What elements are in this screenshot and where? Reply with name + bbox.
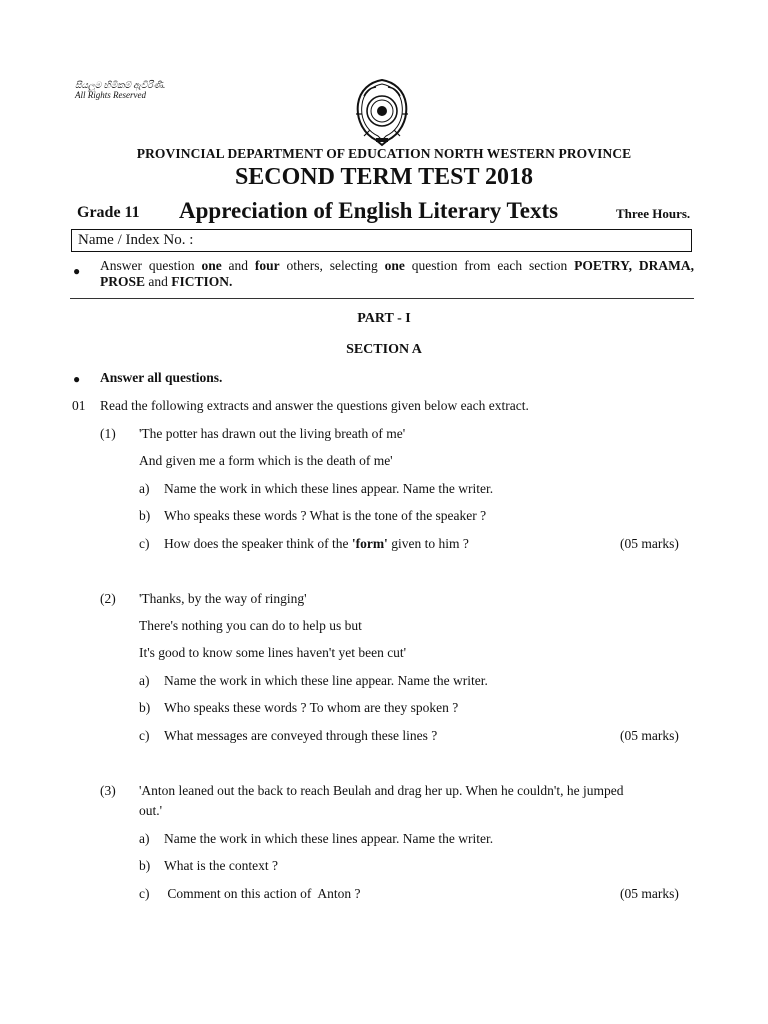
extract-number: (3) bbox=[100, 783, 116, 798]
subquestion-text: Who speaks these words ? What is the tone of the speaker ? bbox=[164, 508, 487, 523]
subquestion-label: a) bbox=[139, 481, 150, 496]
instructions: Answer question one and four others, selecting one question from each section POETRY, DRAMA, PROSE and FICTION. bbox=[100, 258, 694, 289]
divider bbox=[70, 298, 694, 299]
subquestion-text: Name the work in which these line appear. Name the writer. bbox=[164, 673, 488, 688]
subquestion-text: Who speaks these words ? To whom are they spoken ? bbox=[164, 700, 459, 715]
extract-line: 'Thanks, by the way of ringing' bbox=[139, 591, 307, 606]
subquestion-text: What messages are conveyed through these lines ? bbox=[164, 728, 438, 743]
name-index-label: Name / Index No. : bbox=[78, 232, 194, 248]
part-heading: PART - I bbox=[357, 311, 411, 326]
test-title: SECOND TERM TEST 2018 bbox=[234, 164, 534, 190]
subquestion-text: Name the work in which these lines appear. Name the writer. bbox=[164, 481, 494, 496]
rights-notice bbox=[75, 80, 165, 100]
question-number: 01 bbox=[72, 398, 86, 413]
extract-line: There's nothing you can do to help us but bbox=[139, 618, 362, 633]
subquestion-text: Name the work in which these lines appear. Name the writer. bbox=[164, 831, 494, 846]
rights-sinhala: සියලුම හිමිකම් ඇවිරිණි. bbox=[75, 80, 166, 90]
extract-number: (2) bbox=[100, 591, 116, 606]
extract-line: And given me a form which is the death of me' bbox=[139, 453, 393, 468]
grade-label: Grade 11 bbox=[77, 204, 140, 221]
subquestion-text: Comment on this action of Anton ? bbox=[164, 886, 361, 901]
rights-english: All Rights Reserved bbox=[75, 90, 146, 100]
subquestion-text: How does the speaker think of the 'form' given to him ? bbox=[164, 536, 469, 551]
bullet-icon: ● bbox=[73, 372, 81, 386]
subquestion-label: c) bbox=[139, 728, 150, 743]
marks-label: (05 marks) bbox=[620, 728, 679, 743]
subquestion-label: b) bbox=[139, 858, 151, 873]
duration-label: Three Hours. bbox=[616, 206, 691, 221]
extract-line: 'The potter has drawn out the living breath of me' bbox=[139, 426, 406, 441]
subquestion-label: c) bbox=[139, 536, 150, 551]
extract-line: out.' bbox=[139, 803, 163, 818]
answer-all-instruction: Answer all questions. bbox=[100, 370, 223, 385]
subquestion-label: a) bbox=[139, 831, 150, 846]
extract-number: (1) bbox=[100, 426, 116, 441]
subquestion-label: b) bbox=[139, 700, 151, 715]
extract-line: 'Anton leaned out the back to reach Beulah and drag her up. When he couldn't, he jumped bbox=[139, 783, 624, 798]
extract-line: It's good to know some lines haven't yet been cut' bbox=[139, 645, 407, 660]
subquestion-label: b) bbox=[139, 508, 151, 523]
subquestion-label: a) bbox=[139, 673, 150, 688]
subject-title: Appreciation of English Literary Texts bbox=[179, 198, 559, 223]
department-title: PROVINCIAL DEPARTMENT OF EDUCATION NORTH WESTERN PROVINCE bbox=[136, 146, 632, 161]
bullet-icon: ● bbox=[73, 264, 81, 278]
question-text: Read the following extracts and answer the questions given below each extract. bbox=[100, 398, 529, 413]
section-heading: SECTION A bbox=[346, 342, 422, 357]
subquestion-text: What is the context ? bbox=[164, 858, 278, 873]
marks-label: (05 marks) bbox=[620, 536, 679, 551]
marks-label: (05 marks) bbox=[620, 886, 679, 901]
name-index-field[interactable] bbox=[71, 229, 692, 252]
provincial-seal-icon bbox=[350, 78, 414, 148]
subquestion-label: c) bbox=[139, 886, 150, 901]
